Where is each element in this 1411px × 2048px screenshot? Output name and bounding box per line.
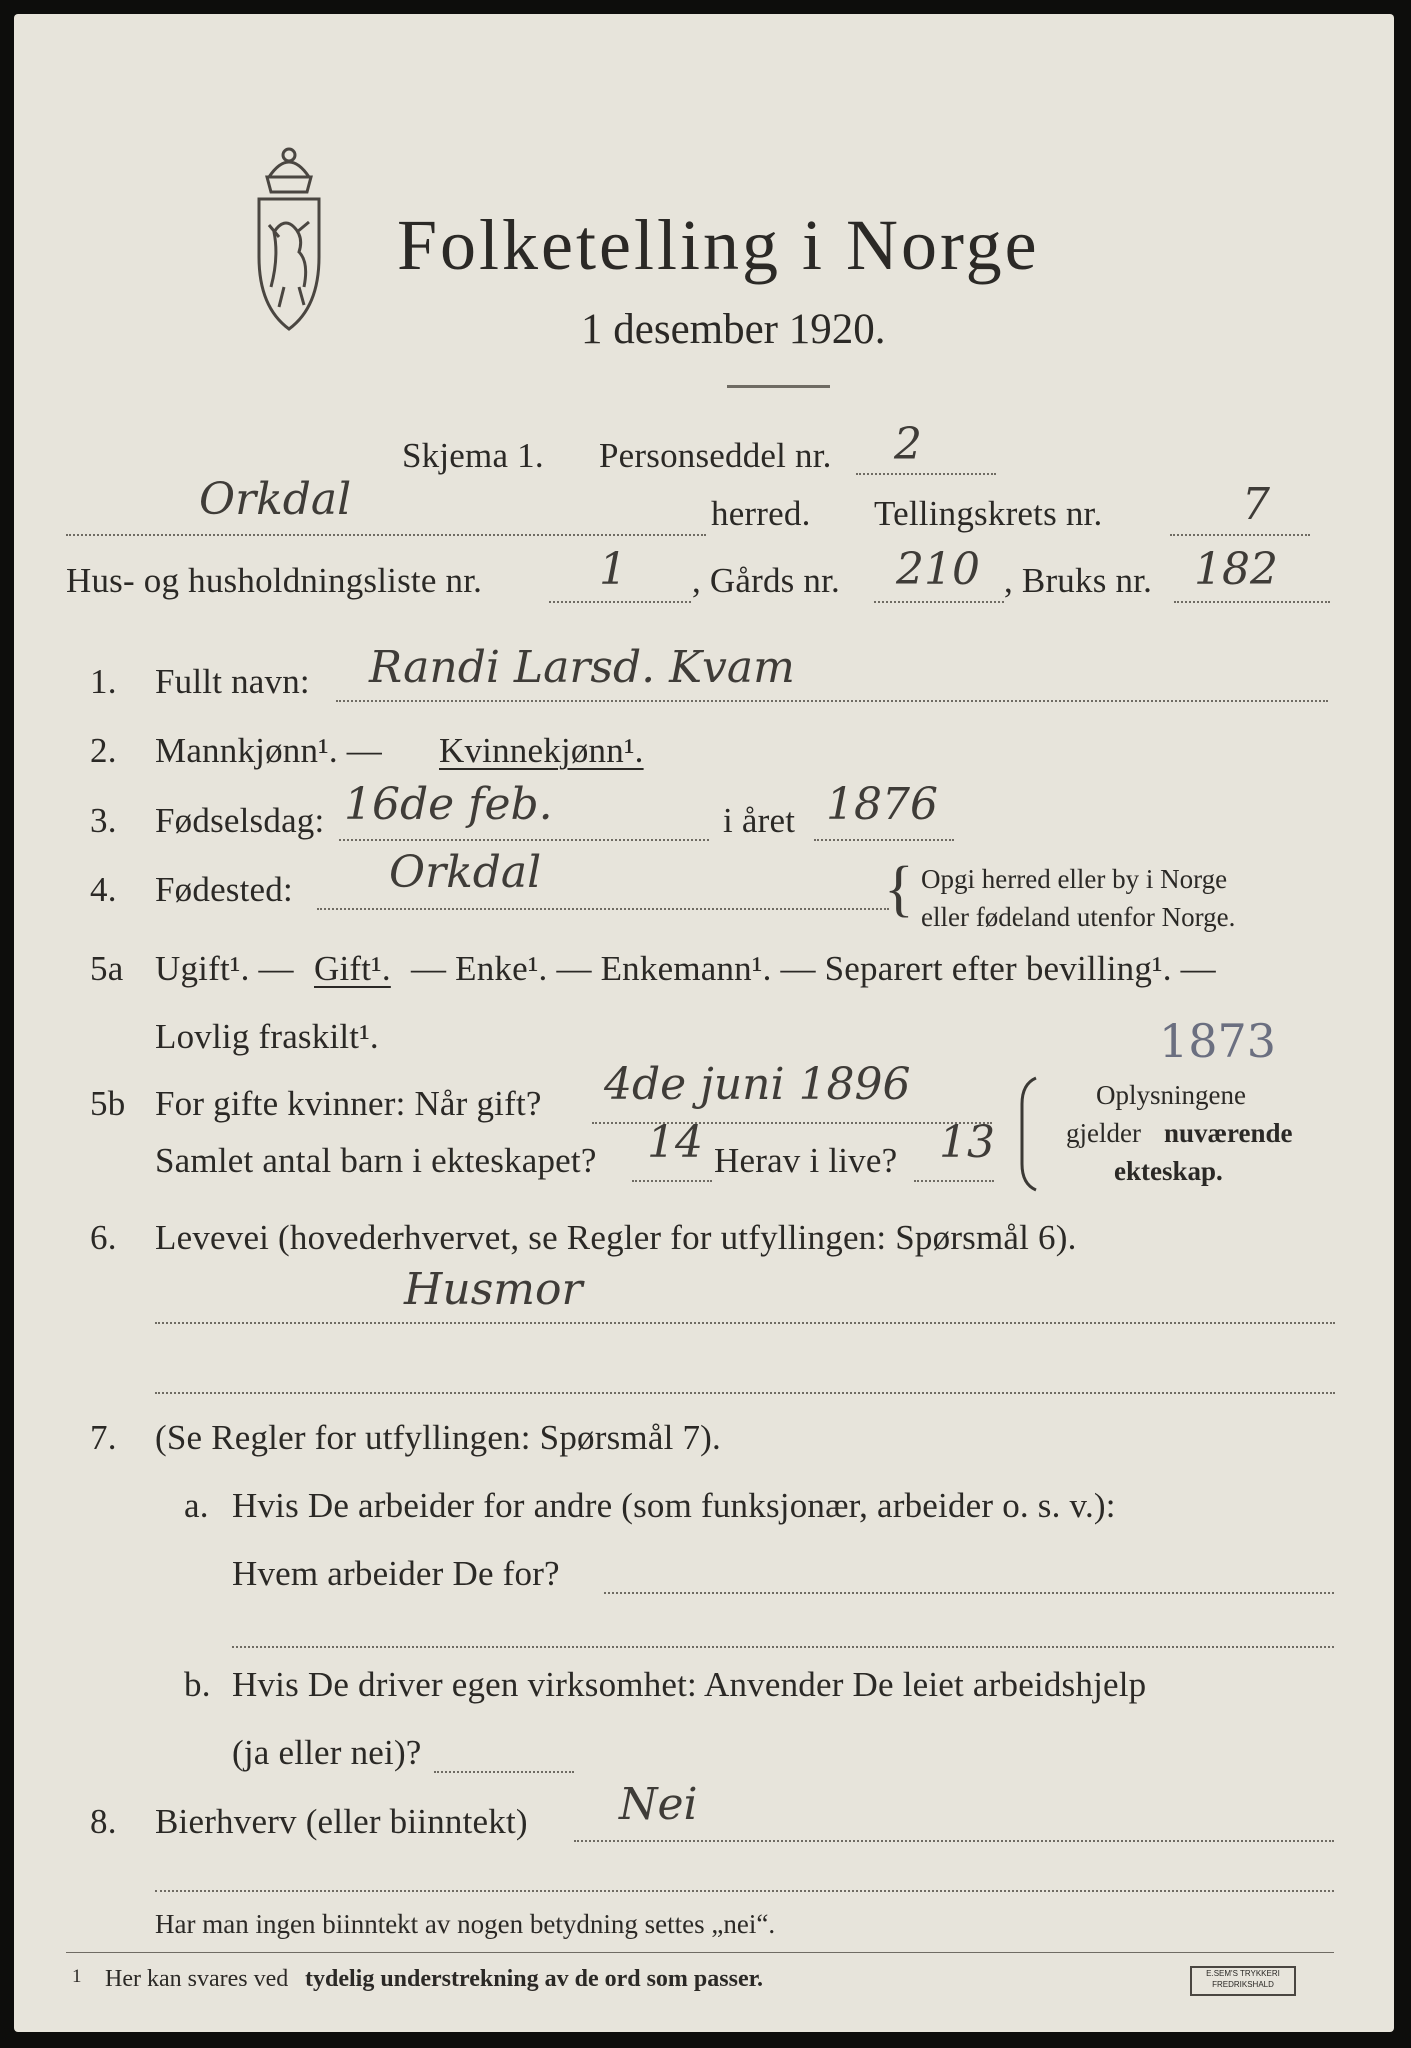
q8-label: Bierhverv (eller biinntekt) [155,1802,528,1841]
birth-year-value[interactable]: 1876 [826,779,938,830]
q5b-married-label: For gifte kvinner: Når gift? [155,1084,542,1123]
q5b-bracket [1014,1074,1044,1194]
bruks-label: , Bruks nr. [1004,561,1153,600]
personseddel-value[interactable]: 2 [894,419,922,470]
gards-label: , Gårds nr. [692,561,841,600]
gender-male[interactable]: Mannkjønn¹. — [155,731,382,770]
q5b-alive-line [914,1180,994,1182]
q5b-children-label: Samlet antal barn i ekteskapet? [155,1141,597,1180]
q6-label: Levevei (hovederhvervet, se Regler for utfyllingen: Spørsmål 6). [155,1218,1077,1257]
full-name-value[interactable]: Randi Larsd. Kvam [369,642,795,693]
q5a-number: 5a [90,949,124,988]
husliste-line [549,601,691,603]
children-total-value[interactable]: 14 [647,1117,703,1168]
q3-year-line [814,839,954,841]
status-fraskilt[interactable]: Lovlig fraskilt¹. [155,1017,379,1056]
q7-number: 7. [90,1418,117,1457]
q6-line-1 [155,1322,1335,1324]
side-income-value[interactable]: Nei [619,1779,698,1830]
q1-line [336,700,1328,702]
q1-label: Fullt navn: [155,662,310,701]
q7a-line-2 [232,1646,1334,1648]
q4-line [317,908,889,910]
bruks-line [1174,601,1330,603]
q3-year-label: i året [723,801,796,840]
q7a-letter: a. [184,1486,209,1525]
q4-note-2: eller fødeland utenfor Norge. [921,902,1236,932]
q5b-children-line [632,1180,712,1182]
birthday-value[interactable]: 16de feb. [344,779,553,830]
personseddel-line [856,473,996,475]
q8-line-1 [574,1840,1334,1842]
footer-note: Har man ingen biinntekt av nogen betydning settes „nei“. [155,1909,776,1939]
q7-label: (Se Regler for utfyllingen: Spørsmål 7). [155,1418,721,1457]
q8-number: 8. [90,1802,117,1841]
herred-line [66,534,706,536]
q1-number: 1. [90,662,117,701]
census-date: 1 desember 1920. [581,306,886,353]
printer-stamp [1190,1966,1296,1996]
gender-female-selected[interactable]: Kvinnekjønn¹. [439,731,644,770]
status-other-options[interactable]: — Enke¹. — Enkemann¹. — Separert efter bevilling¹. — [411,949,1216,988]
census-form-page [14,14,1394,2032]
q5b-note-3: ekteskap. [1114,1156,1223,1186]
q5b-alive-label: Herav i live? [714,1141,898,1180]
birthplace-value[interactable]: Orkdal [389,847,542,898]
tellingskrets-label: Tellingskrets nr. [874,494,1103,533]
form-title: Folketelling i Norge [397,205,1040,285]
gards-line [874,601,1004,603]
q6-line-2 [155,1392,1335,1394]
margin-note: 1873 [1159,1014,1277,1068]
herred-label: herred. [711,494,811,533]
q4-brace: { [884,855,914,923]
q7a-text: Hvis De arbeider for andre (som funksjonær, arbeider o. s. v.): [232,1486,1116,1525]
q4-number: 4. [90,870,117,909]
footnote-mark: 1 [72,1966,82,1987]
q7b-line [434,1771,574,1773]
q5b-note-1: Oplysningene [1096,1080,1246,1110]
q4-note-1: Opgi herred eller by i Norge [921,864,1228,894]
footnote-divider [66,1952,1334,1953]
skjema-label: Skjema 1. [402,436,544,475]
married-date-value[interactable]: 4de juni 1896 [604,1059,911,1110]
q5b-note-2a: gjelder [1066,1118,1141,1148]
occupation-value[interactable]: Husmor [404,1264,583,1315]
husliste-value[interactable]: 1 [599,544,627,595]
q3-line [339,839,709,841]
q7b-letter: b. [184,1665,211,1704]
q5b-note-2b: nuværende [1164,1118,1293,1148]
footnote-text-b: tydelig understrekning av de ord som passer. [305,1966,764,1992]
status-ugift[interactable]: Ugift¹. — [155,949,294,988]
title-divider [727,385,830,388]
husliste-label: Hus- og husholdningsliste nr. [66,561,483,600]
q8-line-2 [155,1890,1334,1892]
printer-line-1: E.SEM'S TRYKKERI [1206,1969,1280,1978]
q7a-question: Hvem arbeider De for? [232,1554,560,1593]
personseddel-label: Personseddel nr. [599,436,832,475]
printer-line-2: FREDRIKSHALD [1212,1980,1274,1989]
q7b-text: Hvis De driver egen virksomhet: Anvender De leiet arbeidshjelp [232,1665,1147,1704]
coat-of-arms-icon [229,137,349,337]
q6-number: 6. [90,1218,117,1257]
q4-label: Fødested: [155,870,293,909]
q2-number: 2. [90,731,117,770]
footnote-text-a: Her kan svares ved [105,1966,289,1992]
tellingskrets-line [1170,534,1310,536]
herred-value[interactable]: Orkdal [199,474,352,525]
bruks-value[interactable]: 182 [1194,544,1278,595]
gards-value[interactable]: 210 [896,544,980,595]
status-gift-selected[interactable]: Gift¹. [314,949,391,988]
children-alive-value[interactable]: 13 [939,1117,995,1168]
q3-label: Fødselsdag: [155,801,325,840]
tellingskrets-value[interactable]: 7 [1242,479,1270,530]
q5b-number: 5b [90,1084,126,1123]
q3-number: 3. [90,801,117,840]
q7b-question: (ja eller nei)? [232,1733,422,1772]
q7a-line-1 [604,1592,1334,1594]
